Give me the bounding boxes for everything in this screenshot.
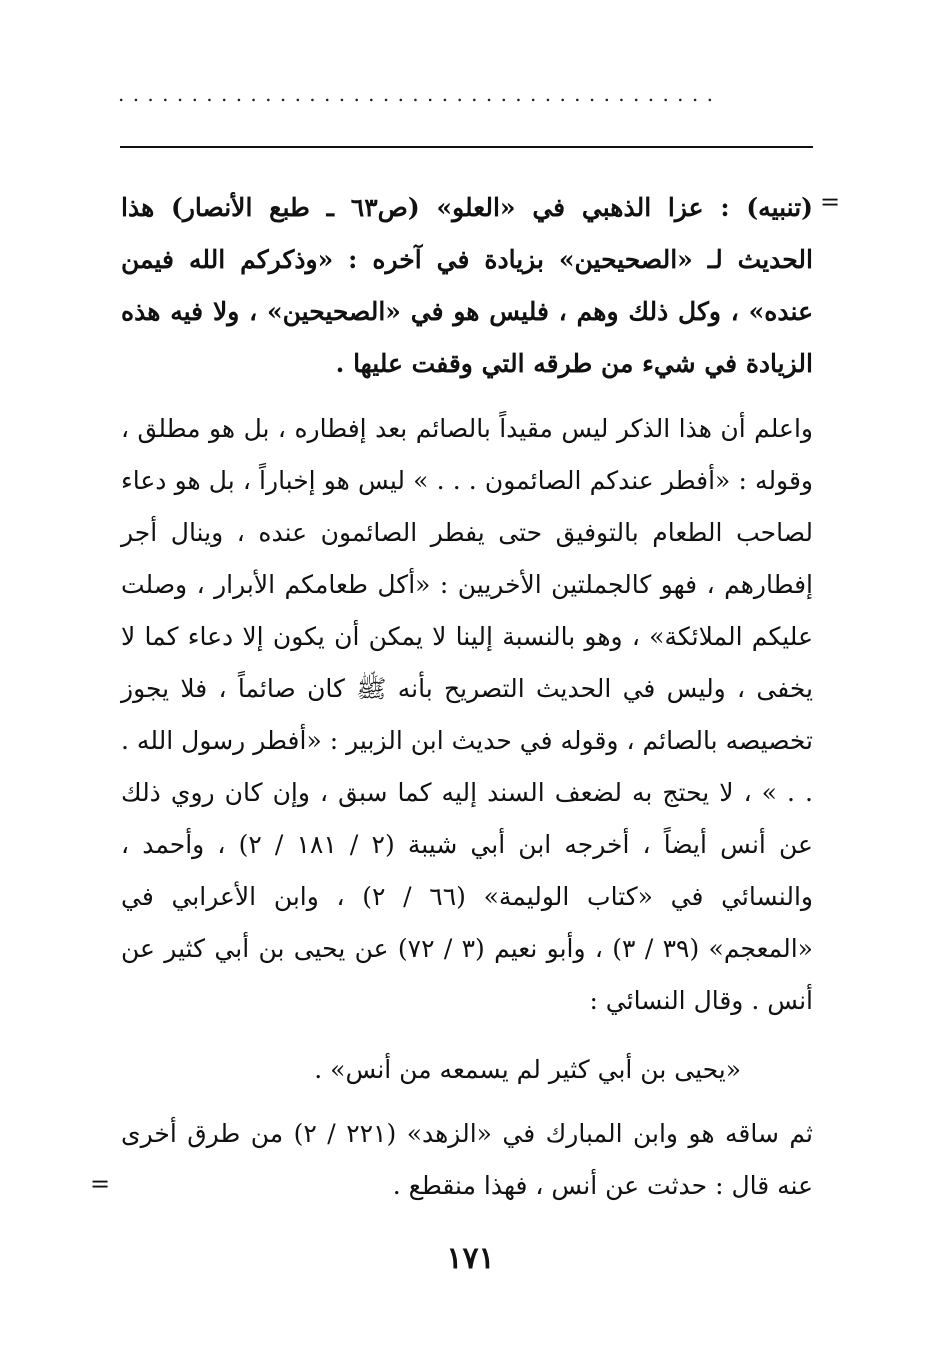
header-rule: [120, 146, 813, 148]
quoted-statement: «يحيى بن أبي كثير لم يسمعه من أنس» .: [314, 1055, 741, 1084]
footnote-warning: (تنبيه) : عزا الذهبي في «العلو» (ص٦٣ ـ طبع الأنصار) هذا الحديث لـ «الصحيحين» بزيادة في آخره : «وذكركم الله فيمن عنده» ، وكل ذلك وهم ، فليس هو في «الصحيحين» ، ولا فيه هذه الزيادة في شيء من طرقه التي وقفت عليها .: [121, 193, 814, 378]
bottom-equals-marker: =: [90, 1170, 111, 1198]
header-dots: . . . . . . . . . . . . . . . . . . . . . . . . . . . . . . . . . . . . . . . . .: [118, 84, 714, 104]
page-number: ١٧١: [446, 1241, 495, 1276]
top-equals-marker: =: [820, 188, 841, 216]
closing-paragraph: ثم ساقه هو وابن المبارك في «الزهد» (٢٢١ / ٢) من طرق أخرى عنه قال : حدثت عن أنس ، فهذا منقطع .: [121, 1119, 813, 1200]
main-paragraph: واعلم أن هذا الذكر ليس مقيداً بالصائم بعد إفطاره ، بل هو مطلق ، وقوله : «أفطر عندكم الصائمون . . . » ليس هو إخباراً ، بل هو دعاء لصاحب الطعام بالتوفيق حتى يفطر الصائمون عنده ، وينال أجر إفطارهم ، فهو كالجملتين الأخريين : «أكل طعامكم الأبرار ، وصلت عليكم الملائكة» ، وهو بالنسبة إلينا لا يمكن أن يكون إلا دعاء كما لا يخفى ، وليس في الحديث التصريح بأنه ﷺ كان صائماً ، فلا يجوز تخصيصه بالصائم ، وقوله في حديث ابن الزبير : «أفطر رسول الله . . . » ، لا يحتج به لضعف السند إليه كما سبق ، وإن كان روي ذلك عن أنس أيضاً ، أخرجه ابن أبي شيبة (٢ / ١٨١ / ٢) ، وأحمد ، والنسائي في «كتاب الوليمة» (٦٦ / ٢) ، وابن الأعرابي في «المعجم» (٣٩ / ٣) ، وأبو نعيم (٣ / ٧٢) عن يحيى بن أبي كثير عن أنس . وقال النسائي :: [121, 414, 813, 1015]
